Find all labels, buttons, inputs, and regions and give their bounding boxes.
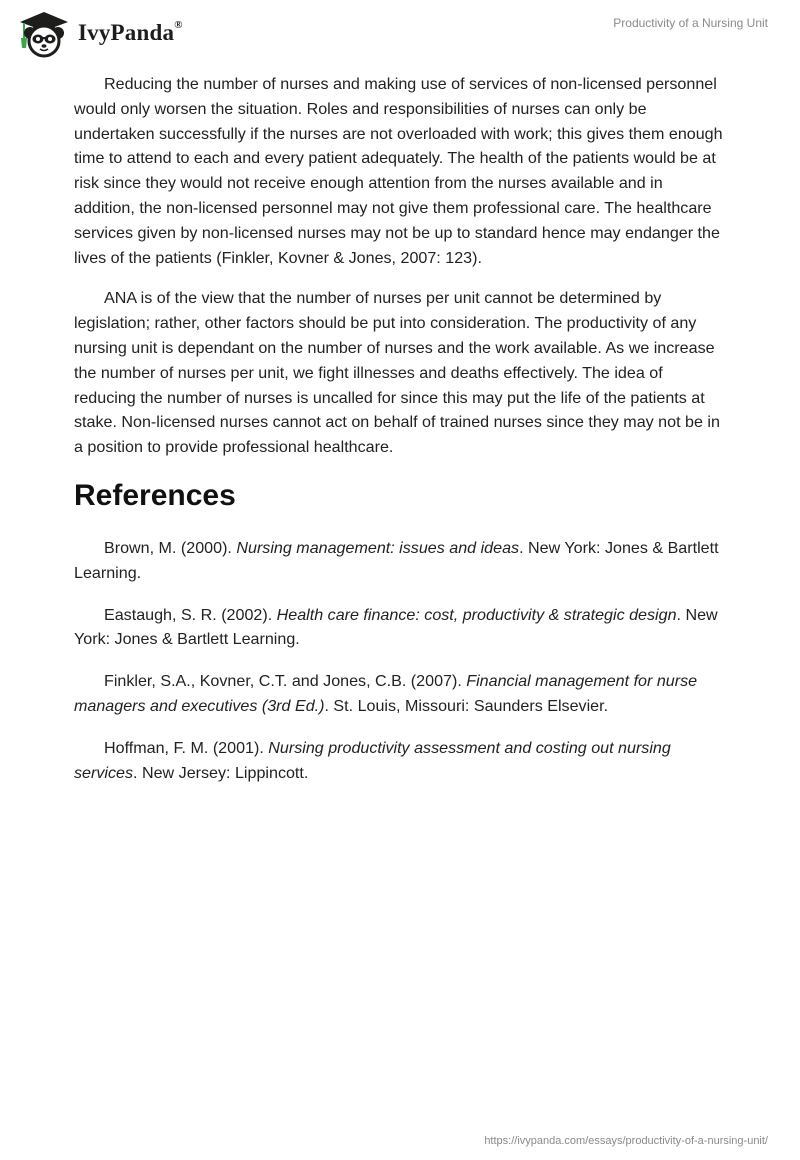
body-paragraph-2: ANA is of the view that the number of nurses per unit cannot be determined by legislation; rather, other factors should be put into consideration. The productivity of any nursing unit is dependant on the number of nurses and the work available. As we increase the number of nurses per unit, we fight illnesses and deaths effectively. The idea of reducing the number of nurses is uncalled for since this may put the life of the patients at stake. Non-licensed nurses cannot act on behalf of trained nurses since they may not be in a position to provide professional healthcare. — [74, 289, 720, 457]
running-title: Productivity of a Nursing Unit — [613, 16, 768, 30]
body-paragraph-1: Reducing the number of nurses and making use of services of non-licensed personnel would only worsen the situation. Roles and responsibilities of nurses can only be undertaken successfully if the nurses are not overloaded with work; this gives them enough time to attend to each and every patient adequately. The health of the patients would be at risk since they would not receive enough attention from the nurses available and in addition, the non-licensed personnel may not give them professional care. The healthcare services given by non-licensed nurses may not be up to standard hence may endanger the lives of the patients (Finkler, Kovner & Jones, 2007: 123). — [74, 75, 723, 267]
brand-name: IvyPanda® — [78, 19, 183, 45]
page-header — [0, 0, 800, 70]
footer-url-link[interactable]: https://ivypanda.com/essays/productivity-of-a-nursing-unit/ — [484, 1135, 768, 1147]
brand-logo-link[interactable] — [14, 8, 183, 58]
reference-item: Hoffman, F. M. (2001). Nursing productivity assessment and costing out nursing services. New Jersey: Lippincott. — [74, 738, 671, 782]
reference-item: Brown, M. (2000). Nursing management: issues and ideas. New York: Jones & Bartlett Learning. — [74, 538, 719, 582]
registered-mark: ® — [174, 19, 183, 32]
reference-item: Eastaugh, S. R. (2002). Health care finance: cost, productivity & strategic design. New York: Jones & Bartlett Learning. — [74, 605, 718, 649]
reference-item: Finkler, S.A., Kovner, C.T. and Jones, C.B. (2007). Financial management for nurse managers and executives (3rd Ed.). St. Louis, Missouri: Saunders Elsevier. — [74, 672, 698, 715]
panda-logo-icon — [14, 8, 72, 58]
references-heading: References — [74, 478, 236, 512]
article-content — [74, 72, 726, 802]
